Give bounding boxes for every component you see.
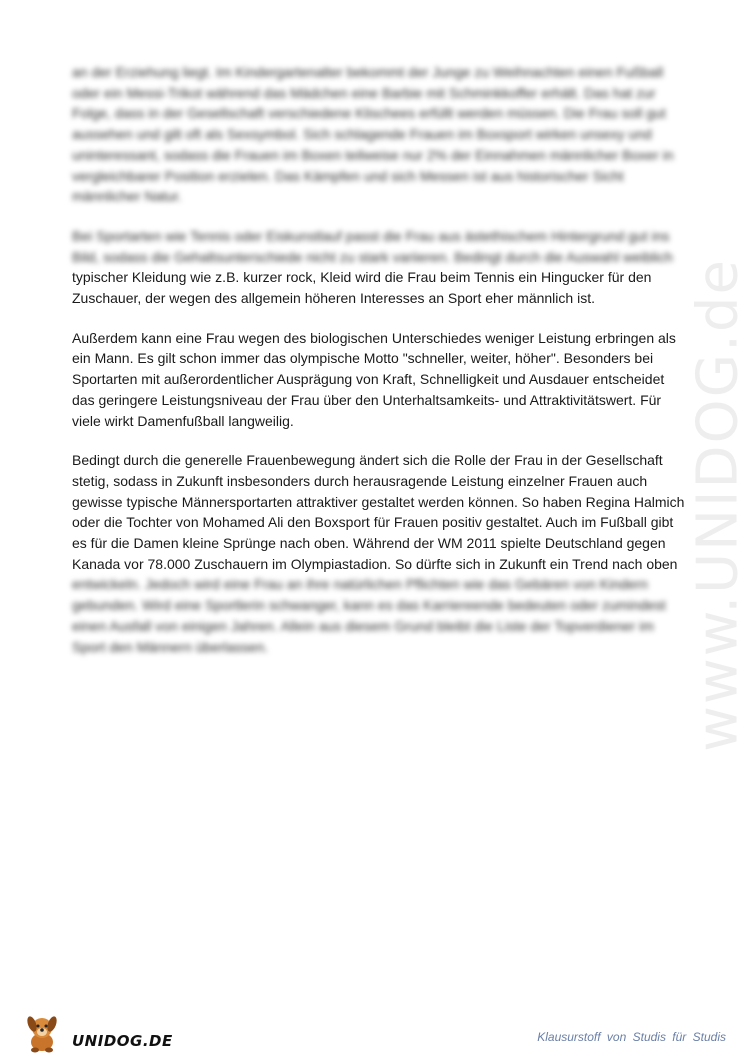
dog-mascot-icon — [20, 1014, 64, 1054]
text-line: oder die Tochter von Mohamed Ali den Boxsport für Frauen positiv gestaltet. Auch im Fußball gibt — [72, 514, 674, 531]
paragraph-3 — [72, 328, 682, 432]
text-line: Kanada vor 78.000 Zuschauern im Olympiastadion. So dürfte sich in Zukunft ein Trend nach oben — [72, 555, 678, 572]
watermark-text: www.UNIDOG.de — [685, 258, 750, 752]
unidog-logo[interactable] — [20, 1014, 180, 1054]
text-line: oder ein Messi-Trikot während das Mädchen eine Barbie mit Schminkkoffer erhält. Das hat zur — [72, 84, 656, 101]
text-line: stetig, sodass in Zukunft insbesonders durch herausragende Leistung einzelner Frauen auch — [72, 472, 648, 489]
text-line: an der Erziehung liegt. Im Kindergartenalter bekommt der Junge zu Weihnachten einen Fußball — [72, 64, 664, 80]
text-line: vergleichbarer Position erzielen. Das Kämpfen und sich Messen ist aus historischer Sicht — [72, 167, 624, 184]
text-line: Sportarten mit außerordentlicher Ausprägung von Kraft, Schnelligkeit und Ausdauer entscheidet — [72, 371, 665, 388]
paragraph-2 — [72, 226, 682, 309]
text-line: das geringere Leistungsniveau der Frau über den Unterhaltsamkeits- und Attraktivitätswert. Für — [72, 391, 662, 408]
text-line: es für die Damen kleine Sprünge nach oben. Während der WM 2011 spielte Deutschland gegen — [72, 535, 666, 552]
text-line: typischer Kleidung wie z.B. kurzer rock, Kleid wird die Frau beim Tennis ein Hingucker für den — [72, 269, 652, 286]
text-line-blurred: Sport den Männern überlassen. — [72, 638, 269, 655]
text-line: gewisse typische Männersportarten attraktiver gestaltet werden können. So haben Regina Halmich — [72, 493, 685, 510]
text-line: uninteressant, sodass die Frauen im Boxen teilweise nur 2% der Einnahmen männlicher Boxer in — [72, 146, 674, 163]
text-line: Folge, dass in der Gesellschaft verschiedene Klischees erfüllt werden müssen. Die Frau soll gut — [72, 105, 666, 122]
logo-text: UNIDOG.DE — [72, 1032, 173, 1050]
text-line: ein Mann. Es gilt schon immer das olympische Motto "schneller, weiter, höher". Besonders bei — [72, 350, 654, 367]
text-line-blurred: einen Ausfall von einigen Jahren. Allein aus diesem Grund bleibt die Liste der Topverdiener im — [72, 617, 654, 634]
text-line-blurred: gebunden. Wird eine Sportlerin schwanger, kann es das Karriereende bedeuten oder zumindest — [72, 597, 666, 614]
text-line-blurred: entwickeln. Jedoch wird eine Frau an ihre natürlichen Pflichten wie das Gebären von Kindern — [72, 576, 648, 593]
text-line-blurred: Bei Sportarten wie Tennis oder Eiskunstlauf passt die Frau aus ästethischem Hintergrund gut ins — [72, 227, 670, 244]
text-line: viele wirkt Damenfußball langweilig. — [72, 412, 294, 429]
paragraph-1-blurred — [72, 62, 682, 207]
footer-tagline: Klausurstoff von Studis für Studis — [537, 1030, 726, 1044]
text-line: männlicher Natur. — [72, 188, 182, 205]
text-line-blurred: Bild, sodass die Gehaltsunterschiede nicht zu stark variieren. Bedingt durch die Auswahl weiblich — [72, 248, 673, 265]
text-line: Bedingt durch die generelle Frauenbewegung ändert sich die Rolle der Frau in der Gesellschaft — [72, 452, 663, 469]
text-line: Zuschauer, der wegen des allgemein höheren Interesses an Sport eher männlich ist. — [72, 290, 595, 307]
text-line: Außerdem kann eine Frau wegen des biologischen Unterschiedes weniger Leistung erbringen als — [72, 329, 676, 346]
paragraph-4 — [72, 450, 685, 657]
text-line: aussehen und gilt oft als Sexsymbol. Sich schlagende Frauen im Boxsport wirken unsexy und — [72, 126, 652, 143]
document-body — [72, 62, 685, 676]
